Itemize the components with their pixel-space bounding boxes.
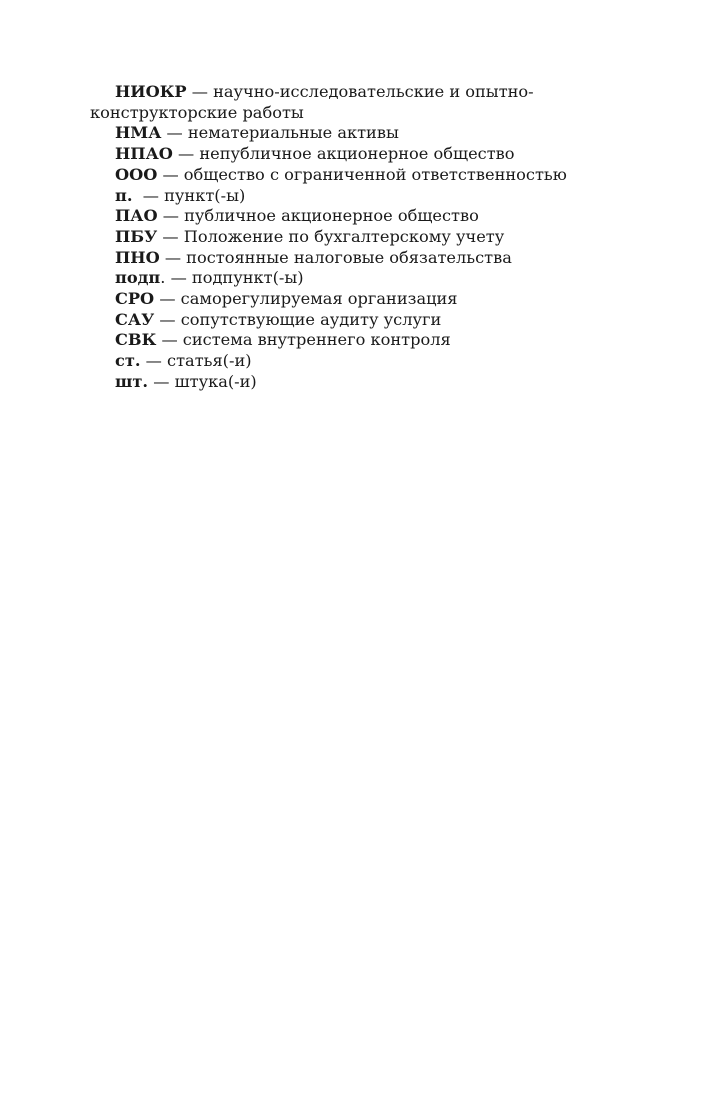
abbreviation-definition: Положение по бухгалтерскому учету	[183, 226, 505, 246]
abbreviation-entry	[90, 330, 650, 351]
separator: —	[186, 82, 214, 101]
abbreviation-term: ПНО	[115, 247, 160, 267]
abbreviation-term: ПБУ	[115, 226, 158, 246]
separator: —	[140, 351, 168, 371]
abbreviation-definition: подпункт(-ы)	[191, 268, 304, 288]
abbreviation-definition: штука(-и)	[174, 371, 257, 391]
abbreviation-entry	[90, 82, 650, 123]
separator: —	[132, 185, 165, 205]
separator: —	[157, 164, 184, 184]
separator: —	[157, 206, 185, 226]
separator: —	[154, 289, 181, 309]
abbreviation-entry	[90, 227, 650, 248]
separator: —	[161, 123, 188, 143]
separator: . —	[160, 268, 192, 288]
abbreviation-list	[90, 82, 650, 393]
abbreviation-entry	[90, 206, 650, 227]
abbreviation-definition: непубличное акционерное общество	[199, 144, 515, 164]
abbreviation-term: п.	[115, 185, 133, 205]
abbreviation-definition: нематериальные активы	[187, 123, 399, 143]
abbreviation-term: НМА	[115, 123, 162, 143]
abbreviation-entry	[90, 372, 650, 393]
abbreviation-term: ПАО	[115, 206, 158, 226]
separator: —	[154, 309, 181, 329]
abbreviation-term: подп	[115, 268, 161, 288]
abbreviation-term: САУ	[115, 309, 155, 329]
separator: —	[157, 226, 184, 246]
separator: —	[156, 330, 183, 350]
abbreviation-term: НИОКР	[115, 82, 187, 101]
abbreviation-term: СВК	[115, 330, 157, 350]
abbreviation-definition: общество с ограниченной ответственностью	[183, 164, 567, 184]
abbreviation-entry	[90, 351, 650, 372]
abbreviation-entry	[90, 310, 650, 331]
abbreviation-definition: статья(-и)	[167, 351, 252, 371]
abbreviation-definition: сопутствующие аудиту услуги	[180, 309, 442, 329]
abbreviation-term: СРО	[115, 289, 155, 309]
abbreviation-term: ст.	[115, 351, 141, 371]
abbreviation-definition: научно-исследовательские и опытно-конструкторские работы	[90, 82, 534, 122]
abbreviation-entry	[90, 165, 650, 186]
abbreviation-entry	[90, 289, 650, 310]
abbreviation-term: ООО	[115, 164, 158, 184]
separator: —	[172, 144, 200, 164]
abbreviation-entry	[90, 186, 650, 207]
abbreviation-entry	[90, 144, 650, 165]
abbreviation-definition: пункт(-ы)	[164, 185, 246, 205]
abbreviation-entry	[90, 123, 650, 144]
abbreviation-entry	[90, 268, 650, 289]
abbreviation-term: шт.	[115, 371, 149, 391]
separator: —	[148, 371, 175, 391]
abbreviation-definition: саморегулируемая организация	[180, 289, 458, 309]
abbreviation-entry	[90, 248, 650, 269]
separator: —	[159, 247, 187, 267]
abbreviation-definition: публичное акционерное общество	[184, 206, 479, 226]
abbreviation-definition: система внутреннего контроля	[182, 330, 451, 350]
abbreviation-term: НПАО	[115, 144, 173, 164]
abbreviation-definition: постоянные налоговые обязательства	[186, 247, 512, 267]
